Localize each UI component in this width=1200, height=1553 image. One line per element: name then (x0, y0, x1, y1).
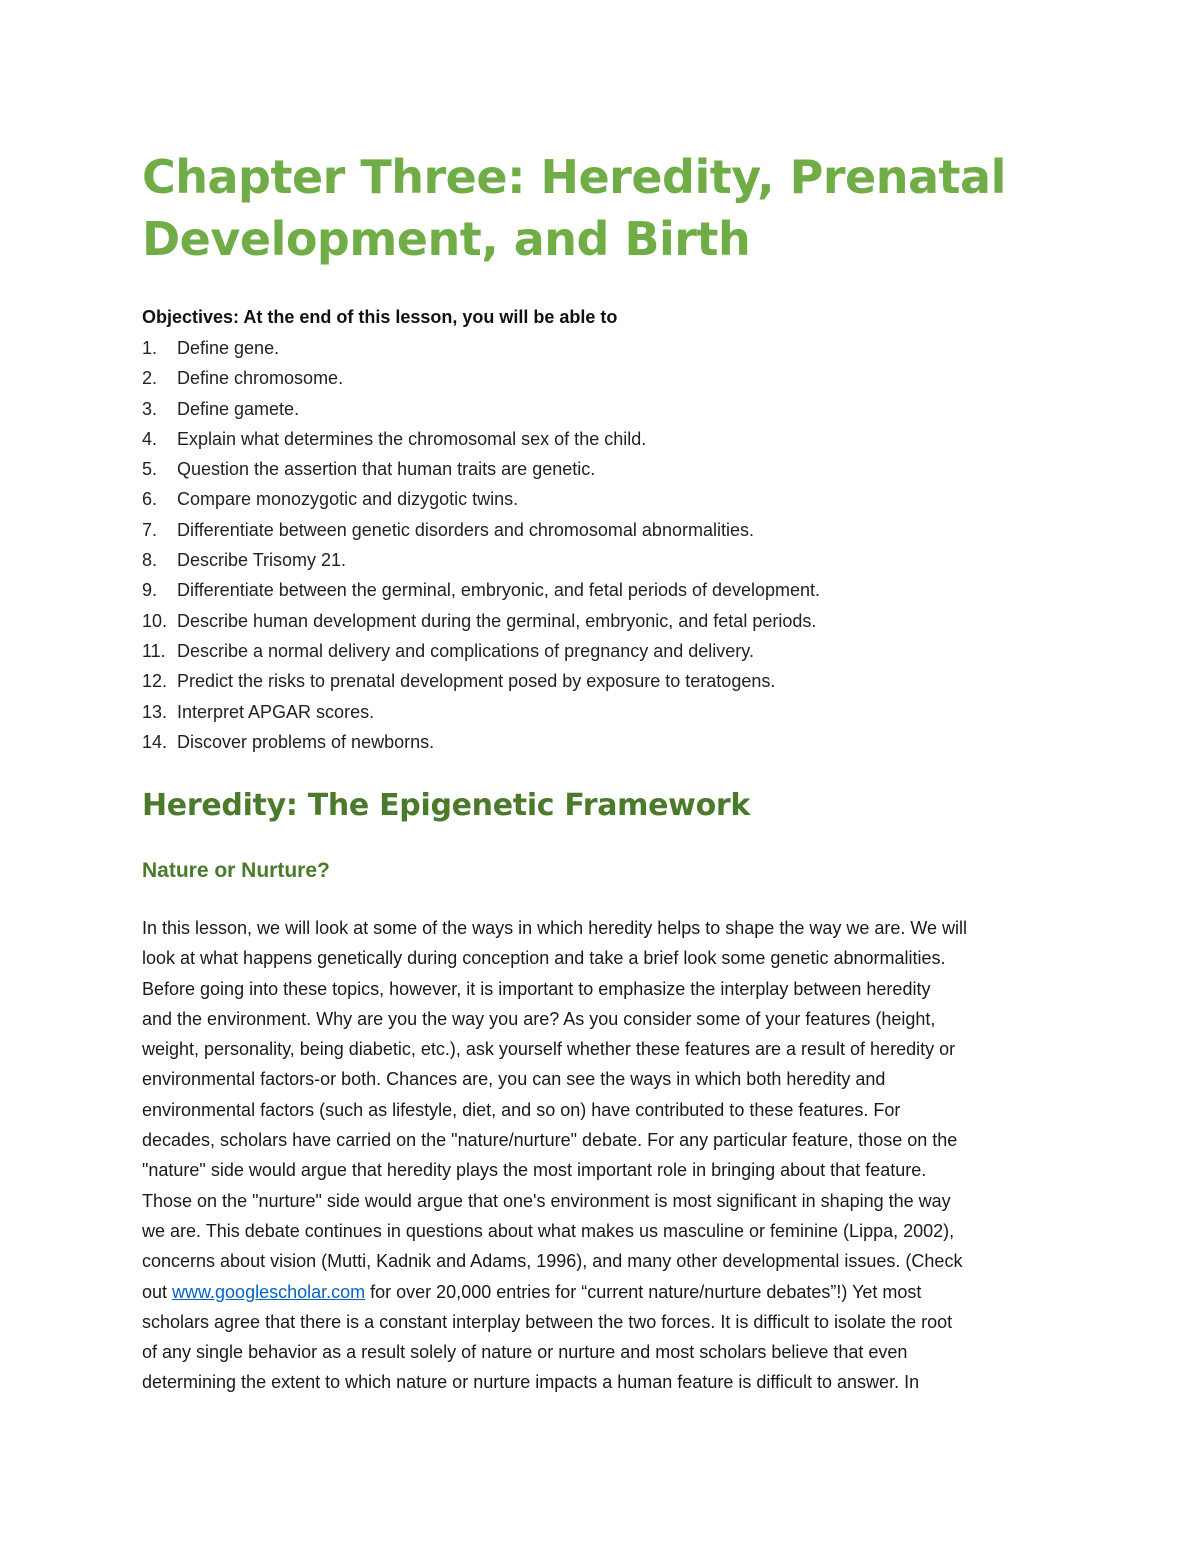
objective-item (142, 638, 1042, 668)
objective-number: 11. (142, 640, 166, 661)
objective-text: Predict the risks to prenatal development posed by exposure to teratogens. (177, 671, 776, 692)
chapter-title (142, 146, 1062, 270)
objective-number: 5. (142, 459, 158, 480)
objective-number: 8. (142, 550, 158, 571)
paragraph-lines-after-link (142, 1307, 1062, 1398)
paragraph-line: environmental factors-or both. Chances are, you can see the ways in which both heredity and (142, 1069, 886, 1090)
paragraph-line: concerns about vision (Mutti, Kadnik and Adams, 1996), and many other developmental issues. (Check (142, 1251, 963, 1272)
paragraph-line: of any single behavior as a result solely of nature or nurture and most scholars believe that even (142, 1342, 908, 1363)
paragraph-line: look at what happens genetically during conception and take a brief look some genetic abnormalities. (142, 948, 946, 969)
objective-text: Differentiate between genetic disorders and chromosomal abnormalities. (177, 519, 754, 540)
objective-text: Question the assertion that human traits are genetic. (177, 459, 596, 480)
paragraph-line: scholars agree that there is a constant interplay between the two forces. It is difficult to isolate the root (142, 1311, 953, 1332)
paragraph-line: determining the extent to which nature or nurture impacts a human feature is difficult to answer. In (142, 1372, 920, 1393)
paragraph-line: environmental factors (such as lifestyle, diet, and so on) have contributed to these features. For (142, 1099, 901, 1120)
objective-number: 12. (142, 671, 168, 692)
objective-number: 6. (142, 489, 158, 510)
paragraph-line: Those on the "nurture" side would argue that one's environment is most significant in shaping the way (142, 1190, 951, 1211)
objective-text: Discover problems of newborns. (177, 731, 435, 752)
paragraph-line: "nature" side would argue that heredity plays the most important role in bringing about that feature. (142, 1160, 927, 1181)
objective-number: 14. (142, 731, 168, 752)
body-paragraph (142, 913, 1062, 1398)
objective-number: 10. (142, 610, 168, 631)
paragraph-line: and the environment. Why are you the way you are? As you consider some of your features (height, (142, 1008, 936, 1029)
objective-item (142, 608, 1042, 638)
objective-item (142, 517, 1042, 547)
objective-text: Define gene. (177, 338, 280, 358)
objective-number: 7. (142, 519, 158, 540)
objective-text: Explain what determines the chromosomal sex of the child. (177, 428, 647, 449)
objective-item (142, 426, 1042, 456)
objective-number: 2. (142, 368, 158, 389)
objective-item (142, 577, 1042, 607)
objective-item (142, 396, 1042, 426)
objective-number: 13. (142, 701, 168, 722)
objectives-heading: Objectives: At the end of this lesson, you will be able to (142, 307, 618, 327)
paragraph-line: In this lesson, we will look at some of the ways in which heredity helps to shape the way we are. We will (142, 918, 968, 938)
objective-item (142, 699, 1042, 729)
paragraph-line: Before going into these topics, however, it is important to emphasize the interplay between heredity (142, 978, 931, 999)
objective-text: Differentiate between the germinal, embryonic, and fetal periods of development. (177, 580, 821, 601)
paragraph-line: weight, personality, being diabetic, etc.), ask yourself whether these features are a result of heredity or (142, 1039, 956, 1060)
objective-number: 1. (142, 338, 158, 358)
objective-number: 9. (142, 580, 158, 601)
objective-number: 3. (142, 398, 158, 419)
objective-item (142, 456, 1042, 486)
objective-number: 4. (142, 428, 158, 449)
section-heading: Heredity: The Epigenetic Framework (142, 788, 751, 823)
paragraph-line: decades, scholars have carried on the "nature/nurture" debate. For any particular feature, those on the (142, 1130, 958, 1151)
objective-text: Describe Trisomy 21. (177, 550, 347, 571)
paragraph-lines-before-link (142, 913, 1062, 1277)
objective-item (142, 365, 1042, 395)
objective-item (142, 547, 1042, 577)
paragraph-line: we are. This debate continues in questions about what makes us masculine or feminine (Lippa, 2002), (142, 1220, 955, 1241)
objective-text: Describe human development during the germinal, embryonic, and fetal periods. (177, 610, 817, 631)
objective-text: Define gamete. (177, 398, 300, 419)
objective-text: Interpret APGAR scores. (177, 701, 375, 722)
objective-item (142, 729, 1042, 759)
paragraph-link-line (142, 1277, 1062, 1307)
googlescholar-link[interactable]: www.googlescholar.com (172, 1281, 366, 1302)
objective-item (142, 486, 1042, 516)
link-line-before: out (142, 1281, 173, 1302)
link-line-after: for over 20,000 entries for “current nature/nurture debates”!) Yet most (365, 1281, 922, 1302)
objective-text: Define chromosome. (177, 368, 344, 389)
chapter-title-line2: Development, and Birth (142, 212, 751, 266)
objectives-list (142, 335, 1042, 759)
objective-text: Describe a normal delivery and complications of pregnancy and delivery. (177, 640, 754, 661)
objective-text: Compare monozygotic and dizygotic twins. (177, 489, 519, 510)
objective-item (142, 668, 1042, 698)
sub-heading: Nature or Nurture? (142, 859, 330, 882)
chapter-title-line1: Chapter Three: Heredity, Prenatal (142, 150, 1006, 204)
objective-item (142, 335, 1042, 365)
